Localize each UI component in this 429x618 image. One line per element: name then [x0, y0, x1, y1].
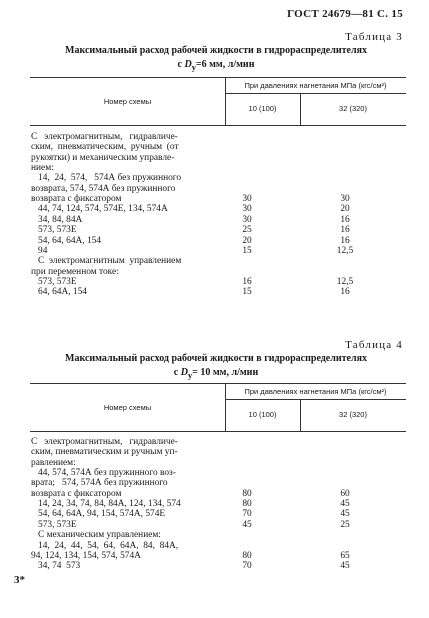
table-row-text: 573, 573Е — [31, 519, 77, 530]
table-row-value-v1: 15 — [242, 245, 252, 256]
table4-col-p2: 32 (320) — [339, 410, 367, 419]
table4-mid-rule — [225, 399, 406, 400]
table-row-value-v2: 20 — [340, 204, 350, 215]
table-row-value-v1: 15 — [242, 287, 252, 298]
table-row-value-v2: 12,5 — [336, 245, 354, 256]
table-row-value-v2: 45 — [340, 509, 350, 520]
table4-title-line1: Максимальный расход рабочей жидкости в гидрораспределителях — [65, 353, 367, 364]
table-row-text: 14, 24, 574, 574А без пружинного — [31, 173, 182, 184]
table3-col-p1: 10 (100) — [248, 104, 277, 113]
table-row-value-v2: 45 — [340, 499, 350, 510]
table-row-text: равлением: — [31, 457, 76, 468]
table-row-value-v1: 30 — [242, 214, 252, 225]
table-row-text: возврата, 574, 574А без пружинного — [31, 183, 176, 194]
table-row-value-v2: 65 — [340, 550, 350, 561]
table-row-value-v1: 80 — [242, 488, 252, 499]
table4-head-rule — [30, 431, 406, 432]
table-row-value-v2: 25 — [340, 519, 350, 530]
table-row-value-v1: 45 — [242, 519, 252, 530]
table3-head-rule — [30, 125, 406, 126]
table-row-value-v2: 16 — [340, 287, 350, 298]
table-row-value-v1: 80 — [242, 499, 252, 510]
table-row-text: 94, 124, 134, 154, 574, 574А — [31, 550, 141, 561]
table3-label: Таблица 3 — [345, 31, 403, 43]
table-row-text: 44, 574, 574А без пружинного воз- — [31, 468, 176, 479]
table4-title — [30, 352, 402, 383]
table-row-text: 34, 84, 84А — [31, 214, 83, 225]
table-row-text: возврата с фиксатором — [31, 488, 122, 499]
table-row-text: 94 — [31, 245, 48, 256]
table3-col-scheme: Номер схемы — [103, 97, 152, 106]
table4-title-line2: с $D_у= 10$ мм, л/мин — [173, 367, 259, 380]
table-row-value-v2: 45 — [340, 561, 350, 572]
table-row-text: ским, пневматическим и ручным уп- — [31, 447, 178, 458]
table-row-value-v2: 16 — [340, 225, 350, 236]
table-row-text: 34, 74 573 — [31, 561, 81, 572]
table-row-text: 64, 64А, 154 — [31, 287, 87, 298]
table-row-text: врата; 574, 574А без пружинного — [31, 478, 168, 489]
table3-col-pressure: При давлениях нагнетания МПа (кгс/см²) — [244, 81, 387, 90]
page-header: ГОСТ 24679—81 С. 15 — [287, 8, 403, 20]
table-row-value-v1: 25 — [242, 225, 252, 236]
table-row-value-v2: 60 — [340, 488, 350, 499]
table-row-value-v2: 16 — [340, 235, 350, 246]
table-row-text: 573, 573Е — [31, 225, 77, 236]
table-row-text: С электромагнитным, гидравличе- — [31, 132, 178, 142]
table3-title-line2: с $D_у=6$ мм, л/мин — [177, 59, 255, 72]
table-row-text: 54, 64, 64А, 94, 154, 574А, 574Е — [31, 509, 166, 520]
table-row-text: С механическим управлением: — [31, 530, 161, 541]
table3-title-line1: Максимальный расход рабочей жидкости в гидрораспределителях — [65, 45, 367, 56]
table3-col-p2: 32 (320) — [339, 104, 367, 113]
table-row-text: рукоятки) и механическим управле- — [31, 152, 175, 163]
table-row-value-v1: 16 — [242, 276, 252, 287]
table-row-text: С электромагнитным управлением — [31, 256, 182, 267]
table-row-text: 54, 64, 64А, 154 — [31, 235, 102, 246]
page-footer: 3* — [14, 574, 25, 586]
table3-mid-rule — [225, 93, 406, 94]
table-row-value-v1: 70 — [242, 561, 252, 572]
table-row-value-v1: 30 — [242, 194, 252, 205]
table-row-value-v1: 30 — [242, 204, 252, 215]
table-row-value-v1: 20 — [242, 235, 252, 246]
table-row-text: С электромагнитным, гидравличе- — [31, 437, 178, 447]
table4-col-scheme: Номер схемы — [103, 403, 152, 412]
table-row-text: 14, 24, 44, 54, 64, 64А, 84, 84А, — [31, 540, 179, 551]
table4-top-rule — [30, 383, 406, 384]
table-row-text: при переменном токе: — [31, 266, 119, 277]
table4-col-pressure: При давлениях нагнетания МПа (кгс/см²) — [244, 387, 387, 396]
table4-label: Таблица 4 — [345, 339, 403, 351]
table-row-value-v2: 30 — [340, 194, 350, 205]
table-row-text: ским, пневматическим, ручным (от — [31, 142, 179, 153]
table4-col-p1: 10 (100) — [248, 410, 277, 419]
table-row-text: нием: — [31, 163, 54, 174]
table-row-text: возврата с фиксатором — [31, 194, 122, 205]
table3-title — [30, 44, 402, 75]
table-row-value-v2: 12,5 — [336, 276, 354, 287]
table-row-value-v2: 16 — [340, 214, 350, 225]
table-row-text: 573, 573Е — [31, 276, 77, 287]
table3-top-rule — [30, 77, 406, 78]
table-row-value-v1: 80 — [242, 550, 252, 561]
table-row-text: 44, 74, 124, 574, 574Е, 134, 574А — [31, 204, 168, 215]
table-row-value-v1: 70 — [242, 509, 252, 520]
table-row-text: 14, 24, 34, 74, 84, 84А, 124, 134, 574 — [31, 499, 181, 510]
